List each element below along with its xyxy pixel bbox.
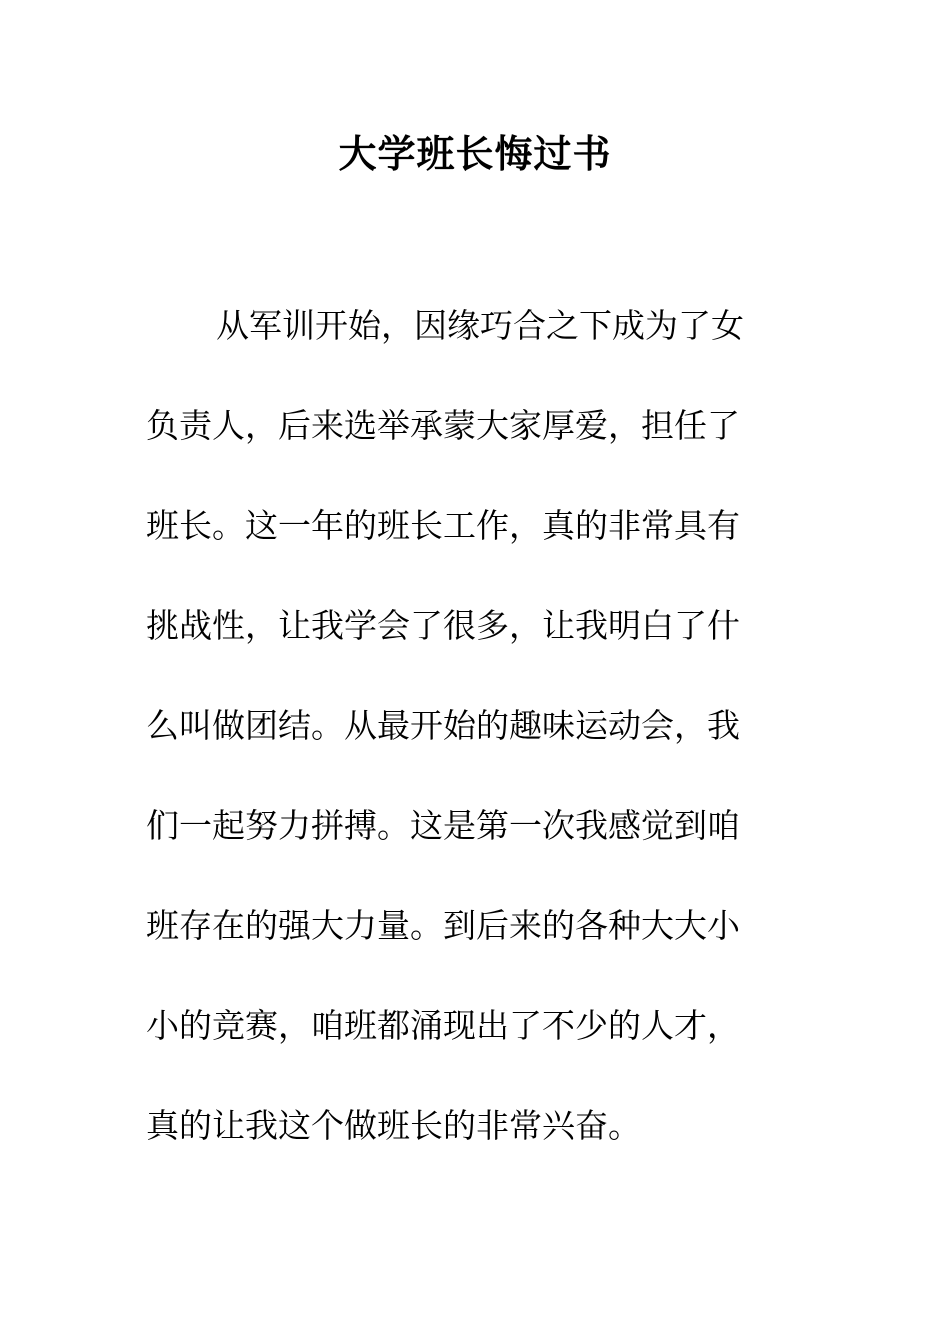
document-title: 大学班长悔过书 — [338, 131, 612, 176]
body-line: 班长。这一年的班长工作，真的非常具有 — [146, 506, 740, 545]
document-body — [146, 300, 778, 1200]
body-line: 从军训开始，因缘巧合之下成为了女 — [216, 306, 744, 345]
body-line: 挑战性，让我学会了很多，让我明白了什 — [146, 606, 740, 645]
body-line: 小的竞赛，咱班都涌现出了不少的人才， — [146, 1006, 740, 1045]
body-line: 班存在的强大力量。到后来的各种大大小 — [146, 906, 740, 945]
body-line: 么叫做团结。从最开始的趣味运动会，我 — [146, 706, 740, 745]
body-line: 们一起努力拼搏。这是第一次我感觉到咱 — [146, 806, 740, 845]
body-line: 真的让我这个做班长的非常兴奋。 — [146, 1106, 641, 1145]
body-line: 负责人，后来选举承蒙大家厚爱，担任了 — [146, 406, 740, 445]
